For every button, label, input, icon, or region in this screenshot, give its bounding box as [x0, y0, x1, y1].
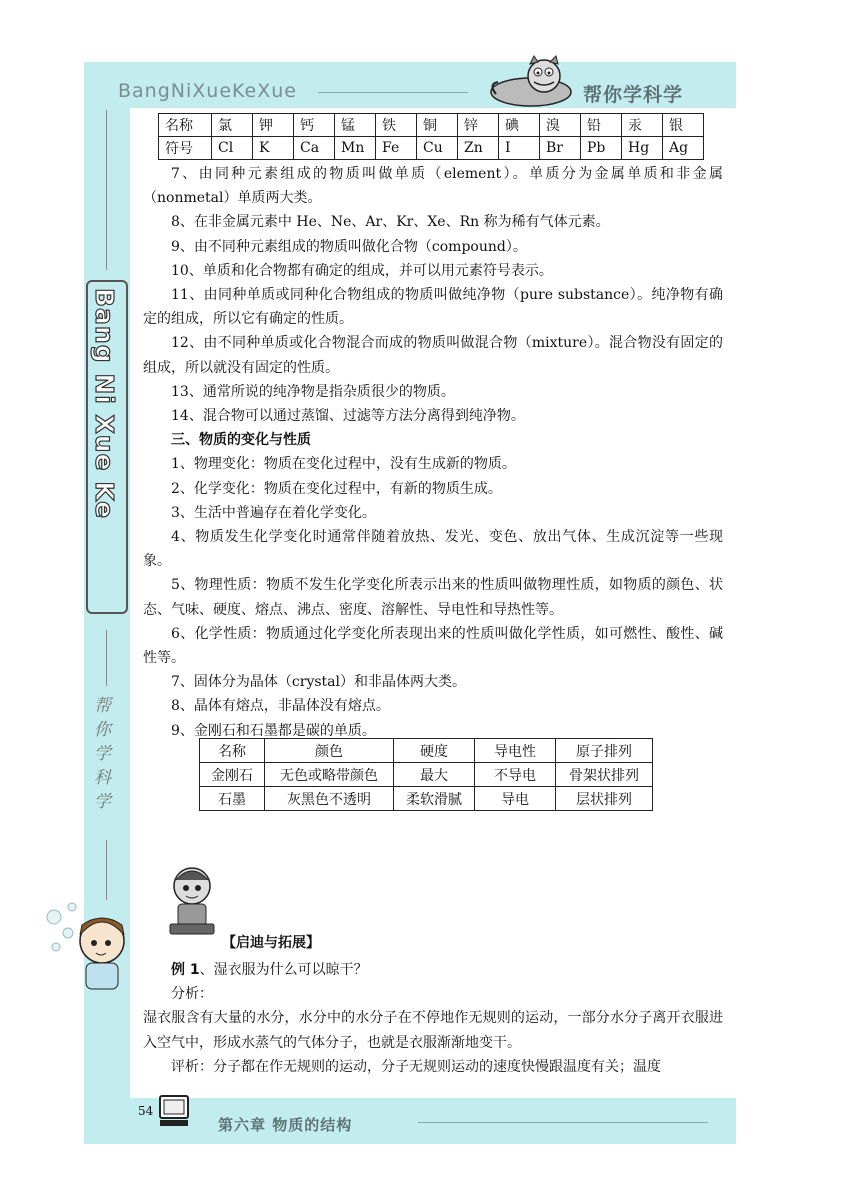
table-cell: 石墨 — [200, 787, 265, 811]
table-cell: 骨架状排列 — [556, 763, 653, 787]
page-number: 54 — [138, 1104, 154, 1118]
element-name-cell: 铅 — [581, 114, 622, 137]
element-name-cell: 锰 — [335, 114, 376, 137]
analysis-label: 分析： — [171, 986, 213, 1003]
paragraph: 1、物理变化：物质在变化过程中，没有生成新的物质。 — [171, 456, 516, 473]
paragraph: 9、金刚石和石墨都是碳的单质。 — [171, 722, 376, 739]
element-symbol-table — [158, 113, 704, 160]
sidebar-brand-latin — [84, 284, 128, 608]
element-name-cell: 碘 — [499, 114, 540, 137]
section-heading: 三、物质的变化与性质 — [171, 432, 311, 449]
table-cell: 层状排列 — [556, 787, 653, 811]
element-symbol-cell: Hg — [622, 137, 663, 160]
element-name-cell: 汞 — [622, 114, 663, 137]
paragraph: 12、由不同种单质或化合物混合而成的物质叫做混合物（mixture）。混合物没有固定的组成，所以就没有固定的性质。 — [143, 335, 723, 376]
paragraph: 9、由不同种元素组成的物质叫做化合物（compound）。 — [171, 238, 527, 255]
paragraph: 7、由同种元素组成的物质叫做单质（element）。单质分为金属单质和非金属（nonmetal）单质两大类。 — [143, 166, 723, 207]
element-name-cell: 铜 — [417, 114, 458, 137]
table-cell: 无色或略带颜色 — [265, 763, 394, 787]
column-header: 原子排列 — [556, 739, 653, 763]
element-name-cell: 铁 — [376, 114, 417, 137]
table-cell: 导电 — [475, 787, 556, 811]
element-symbol-cell: Br — [540, 137, 581, 160]
column-header: 名称 — [200, 739, 265, 763]
header-divider — [318, 92, 468, 93]
main-text — [143, 162, 723, 743]
example-question-text: 、湿衣服为什么可以晾干？ — [199, 962, 368, 978]
element-symbol-cell: Cl — [212, 137, 253, 160]
element-symbol-cell: Ca — [294, 137, 335, 160]
analysis-text: 湿衣服含有大量的水分，水分中的水分子在不停地作无规则的运动，一部分水分子离开衣服进入空气中，形成水蒸气的气体分子，也就是衣服渐渐地变干。 — [143, 1010, 723, 1051]
comment-text: 评析：分子都在作无规则的运动，分子无规则运动的速度快慢跟温度有关；温度 — [171, 1058, 661, 1075]
tv-icon — [158, 1094, 190, 1128]
paragraph: 2、化学变化：物质在变化过程中，有新的物质生成。 — [171, 480, 502, 497]
table-header-row — [200, 739, 653, 763]
column-header: 硬度 — [394, 739, 475, 763]
element-symbol-cell: Cu — [417, 137, 458, 160]
cartoon-child-with-bubbles-illustration — [44, 895, 126, 997]
extension-heading: 【启迪与拓展】 — [222, 935, 320, 951]
paragraph: 8、晶体有熔点，非晶体没有熔点。 — [171, 698, 390, 715]
sidebar-rule-mid — [106, 630, 107, 686]
table-cell: 不导电 — [475, 763, 556, 787]
element-name-cell: 氯 — [212, 114, 253, 137]
paragraph: 5、物理性质：物质不发生化学变化所表示出来的性质叫做物理性质，如物质的颜色、状态、气味、硬度、熔点、沸点、密度、溶解性、导电性和导热性等。 — [143, 577, 723, 618]
paragraph: 8、在非金属元素中 He、Ne、Ar、Kr、Xe、Rn 称为稀有气体元素。 — [171, 214, 610, 231]
cartoon-cat-illustration — [486, 54, 576, 108]
element-name-cell: 钙 — [294, 114, 335, 137]
table-cell: 柔软滑腻 — [394, 787, 475, 811]
header-title: 帮你学科学 — [583, 84, 684, 106]
table-row — [200, 763, 653, 787]
chapter-title: 第六章 物质的结构 — [218, 1116, 353, 1134]
paragraph: 3、生活中普遍存在着化学变化。 — [171, 504, 376, 521]
table-row — [159, 137, 704, 160]
example-question — [143, 958, 723, 982]
element-name-cell: 钾 — [253, 114, 294, 137]
element-name-cell: 溴 — [540, 114, 581, 137]
carbon-comparison-table — [199, 738, 653, 811]
table-row-label: 名称 — [159, 114, 212, 137]
element-name-cell: 锌 — [458, 114, 499, 137]
sidebar-brand-cn: 帮你学科学 — [94, 696, 111, 812]
footer-divider — [418, 1122, 708, 1123]
element-symbol-cell: Pb — [581, 137, 622, 160]
paragraph: 10、单质和化合物都有确定的组成，并可以用元素符号表示。 — [171, 262, 553, 279]
column-header: 导电性 — [475, 739, 556, 763]
example-section — [143, 958, 723, 1079]
svg-text:Bang Ni Xue Ke: Bang Ni Xue Ke — [90, 288, 119, 520]
paragraph: 6、化学性质：物质通过化学变化所表现出来的性质叫做化学性质，如可燃性、酸性、碱性等。 — [143, 625, 723, 667]
element-symbol-cell: Mn — [335, 137, 376, 160]
example-label: 例 1 — [171, 962, 200, 978]
element-symbol-cell: Ag — [663, 137, 704, 160]
table-row-label: 符号 — [159, 137, 212, 160]
paragraph: 7、固体分为晶体（crystal）和非晶体两大类。 — [171, 674, 466, 691]
element-symbol-cell: K — [253, 137, 294, 160]
table-row — [159, 114, 704, 137]
paragraph: 11、由同种单质或同种化合物组成的物质叫做纯净物（pure substance）。纯净物有确定的组成，所以它有确定的性质。 — [143, 287, 723, 328]
sidebar-rule-top — [106, 110, 107, 270]
paragraph: 13、通常所说的纯净物是指杂质很少的物质。 — [171, 383, 455, 400]
table-cell: 最大 — [394, 763, 475, 787]
column-header: 颜色 — [265, 739, 394, 763]
cartoon-boy-illustration — [158, 862, 222, 940]
table-cell: 灰黑色不透明 — [265, 787, 394, 811]
paragraph: 14、混合物可以通过蒸馏、过滤等方法分离得到纯净物。 — [171, 408, 525, 425]
table-row — [200, 787, 653, 811]
element-symbol-cell: I — [499, 137, 540, 160]
element-symbol-cell: Zn — [458, 137, 499, 160]
paragraph: 4、物质发生化学变化时通常伴随着放热、发光、变色、放出气体、生成沉淀等一些现象。 — [143, 529, 723, 570]
table-cell: 金刚石 — [200, 763, 265, 787]
sidebar-rule-bottom — [106, 840, 107, 900]
header-latin-title: BangNiXueKeXue — [118, 80, 297, 102]
element-symbol-cell: Fe — [376, 137, 417, 160]
element-name-cell: 银 — [663, 114, 704, 137]
